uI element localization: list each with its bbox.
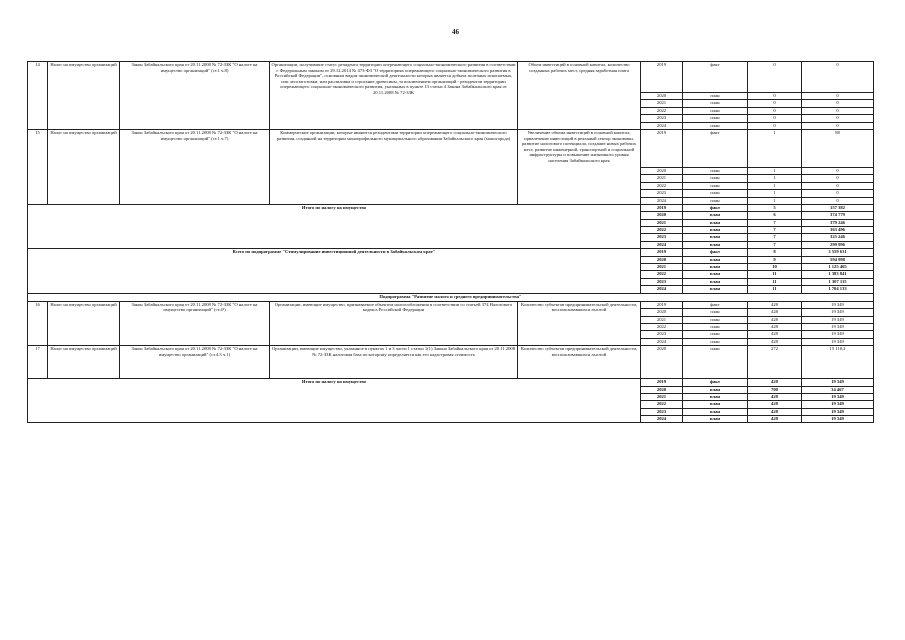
- amount-cell: 594 998: [802, 256, 874, 263]
- value-type-cell: план: [683, 107, 748, 114]
- value-type-cell: план: [683, 286, 748, 293]
- value-type-cell: план: [683, 316, 748, 323]
- value-type-cell: план: [683, 271, 748, 278]
- amount-cell: 157 382: [802, 204, 874, 211]
- value-type-cell: план: [683, 212, 748, 219]
- year-cell: 2021: [641, 393, 683, 400]
- row-number: 15: [28, 129, 48, 204]
- table-row: [28, 62, 874, 93]
- year-cell: 2020: [641, 309, 683, 316]
- year-cell: 2024: [641, 122, 683, 129]
- year-cell: 2023: [641, 408, 683, 415]
- row-number: 16: [28, 301, 48, 345]
- amount-cell: 0: [802, 122, 874, 129]
- count-cell: 0: [748, 115, 802, 122]
- year-cell: 2022: [641, 227, 683, 234]
- year-cell: 2019: [641, 129, 683, 167]
- year-cell: 2020: [641, 346, 683, 379]
- year-cell: 2023: [641, 115, 683, 122]
- table-row: [28, 379, 874, 386]
- year-cell: 2024: [641, 197, 683, 204]
- count-cell: 1: [748, 182, 802, 189]
- value-type-cell: план: [683, 227, 748, 234]
- year-cell: 2022: [641, 107, 683, 114]
- year-cell: 2019: [641, 204, 683, 211]
- year-cell: 2022: [641, 323, 683, 330]
- value-type-cell: план: [683, 93, 748, 100]
- legal-basis: Закон Забайкальского края от 20.11.2008 № 72-ЗЗК "О налоге на имущество организаций" (ст.1 ч.8): [120, 62, 270, 130]
- count-cell: 7: [748, 227, 802, 234]
- tax-type: Налог на имущество организаций: [48, 301, 120, 345]
- amount-cell: 19 349: [802, 301, 874, 308]
- count-cell: 0: [748, 100, 802, 107]
- amount-cell: 325 246: [802, 234, 874, 241]
- count-cell: 700: [748, 386, 802, 393]
- count-cell: 11: [748, 286, 802, 293]
- subprogram-heading: Подпрограмма "Развитие малого и среднего предпринимательства": [28, 293, 874, 301]
- amount-cell: 0: [802, 100, 874, 107]
- amount-cell: 3 559 631: [802, 249, 874, 256]
- benefit-recipients: Организации, имеющие имущество, указанное в пунктах 1 и 3 части 1 статьи 1(1) Закона Забайкальского края от 20.11.2008 № 72-ЗЗК налоговая база по которому определяется как его кадастровая стоимость: [270, 346, 518, 379]
- target-indicator: Количество субъектов предпринимательской деятельности, воспользовавшихся льготой: [518, 346, 641, 379]
- amount-cell: 1 307 115: [802, 278, 874, 285]
- table-row: [28, 301, 874, 308]
- count-cell: 9: [748, 256, 802, 263]
- value-type-cell: план: [683, 100, 748, 107]
- count-cell: 10: [748, 264, 802, 271]
- amount-cell: 19 349: [802, 316, 874, 323]
- value-type-cell: план: [683, 234, 748, 241]
- year-cell: 2021: [641, 316, 683, 323]
- total-label: Итого по налогу на имущество: [28, 204, 641, 248]
- legal-basis: Закон Забайкальского края от 20.11.2008 № 72-ЗЗК "О налоге на имущество организаций" (ст.4.3 ч.1): [120, 346, 270, 379]
- amount-cell: 1 704 133: [802, 286, 874, 293]
- count-cell: 428: [748, 309, 802, 316]
- value-type-cell: план: [683, 241, 748, 248]
- year-cell: 2020: [641, 93, 683, 100]
- table-row: [28, 293, 874, 301]
- amount-cell: 0: [802, 190, 874, 197]
- count-cell: 428: [748, 331, 802, 338]
- count-cell: 428: [748, 316, 802, 323]
- year-cell: 2019: [641, 62, 683, 93]
- value-type-cell: факт: [683, 249, 748, 256]
- value-type-cell: план: [683, 386, 748, 393]
- year-cell: 2020: [641, 256, 683, 263]
- amount-cell: 0: [802, 115, 874, 122]
- amount-cell: 0: [802, 197, 874, 204]
- total-label: Итого по налогу на имущество: [28, 379, 641, 423]
- value-type-cell: план: [683, 175, 748, 182]
- value-type-cell: план: [683, 416, 748, 423]
- count-cell: 11: [748, 271, 802, 278]
- count-cell: 428: [748, 408, 802, 415]
- row-number: 14: [28, 62, 48, 130]
- target-indicator: Увеличение объема инвестиций в основной капитал; привлечение инвестиций в реальный сектор экономики, развитие налогового потенциала, создание новых рабочих мест, развитие инженерной, транспортной и социальной инфраструктуры и повышение жизненного уровня населения Забайкальского края: [518, 129, 641, 204]
- year-cell: 2023: [641, 190, 683, 197]
- value-type-cell: план: [683, 393, 748, 400]
- amount-cell: 0: [802, 107, 874, 114]
- count-cell: 272: [748, 346, 802, 379]
- amount-cell: 374 779: [802, 212, 874, 219]
- table-row: [28, 204, 874, 211]
- count-cell: 0: [748, 93, 802, 100]
- amount-cell: 0: [802, 62, 874, 93]
- value-type-cell: план: [683, 338, 748, 345]
- amount-cell: 19 349: [802, 416, 874, 423]
- year-cell: 2021: [641, 175, 683, 182]
- count-cell: 7: [748, 219, 802, 226]
- year-cell: 2019: [641, 379, 683, 386]
- count-cell: 428: [748, 401, 802, 408]
- count-cell: 1: [748, 129, 802, 167]
- count-cell: 1: [748, 190, 802, 197]
- value-type-cell: факт: [683, 301, 748, 308]
- value-type-cell: факт: [683, 379, 748, 386]
- tax-benefits-table: [27, 61, 874, 423]
- year-cell: 2024: [641, 338, 683, 345]
- page-number: 46: [452, 28, 459, 36]
- benefit-recipients: Организации, имеющие имущество, признаваемое объектом налогообложения в соответствии со статьей 374 Налогового кодекса Российской Федерации: [270, 301, 518, 345]
- amount-cell: 363 496: [802, 227, 874, 234]
- year-cell: 2019: [641, 301, 683, 308]
- target-indicator: Количество субъектов предпринимательской деятельности, воспользовавшихся льготой: [518, 301, 641, 345]
- amount-cell: 299 996: [802, 241, 874, 248]
- value-type-cell: план: [683, 323, 748, 330]
- value-type-cell: план: [683, 197, 748, 204]
- year-cell: 2022: [641, 182, 683, 189]
- value-type-cell: план: [683, 401, 748, 408]
- year-cell: 2020: [641, 212, 683, 219]
- amount-cell: 0: [802, 175, 874, 182]
- amount-cell: 19 349: [802, 309, 874, 316]
- table-row: [28, 129, 874, 167]
- amount-cell: 19 349: [802, 331, 874, 338]
- value-type-cell: план: [683, 331, 748, 338]
- amount-cell: 0: [802, 182, 874, 189]
- value-type-cell: план: [683, 122, 748, 129]
- value-type-cell: план: [683, 278, 748, 285]
- count-cell: 428: [748, 393, 802, 400]
- year-cell: 2022: [641, 271, 683, 278]
- year-cell: 2024: [641, 286, 683, 293]
- count-cell: 8: [748, 249, 802, 256]
- row-number: 17: [28, 346, 48, 379]
- year-cell: 2021: [641, 219, 683, 226]
- value-type-cell: план: [683, 190, 748, 197]
- year-cell: 2021: [641, 100, 683, 107]
- count-cell: 428: [748, 338, 802, 345]
- value-type-cell: план: [683, 346, 748, 379]
- count-cell: 1: [748, 175, 802, 182]
- amount-cell: 15 118,2: [802, 346, 874, 379]
- value-type-cell: план: [683, 219, 748, 226]
- year-cell: 2023: [641, 234, 683, 241]
- year-cell: 2023: [641, 278, 683, 285]
- amount-cell: 0: [802, 167, 874, 174]
- benefit-recipients: Организации, получившие статус резидента территории опережающего социально-экономического развития в соответствии с Федеральным законом от 29.12.2014 № 473-ФЗ "О территориях опережающего социально-экономического развития в Российской Федерации", основным видом экономической деятельности которых является добыча полезных ископаемых, или лесозаготовки, или распиловка и строгание древесины, за исключением организаций - резидентов территории опережающего социально-экономического развития, указанных в пункте 13 статьи 4 Закона Забайкальского края от 20.11.2008 № 72-ЗЗК: [270, 62, 518, 130]
- count-cell: 1: [748, 167, 802, 174]
- table-body: [28, 62, 874, 423]
- count-cell: 428: [748, 323, 802, 330]
- year-cell: 2021: [641, 264, 683, 271]
- amount-cell: 19 349: [802, 338, 874, 345]
- year-cell: 2019: [641, 249, 683, 256]
- value-type-cell: план: [683, 182, 748, 189]
- year-cell: 2022: [641, 401, 683, 408]
- count-cell: 6: [748, 212, 802, 219]
- year-cell: 2023: [641, 331, 683, 338]
- value-type-cell: план: [683, 408, 748, 415]
- count-cell: 428: [748, 379, 802, 386]
- year-cell: 2024: [641, 416, 683, 423]
- amount-cell: 379 246: [802, 219, 874, 226]
- value-type-cell: план: [683, 115, 748, 122]
- legal-basis: Закон Забайкальского края от 20.11.2008 № 72-ЗЗК "О налоге на имущество организаций" (ст.1 ч.7): [120, 129, 270, 204]
- value-type-cell: факт: [683, 129, 748, 167]
- amount-cell: 88: [802, 129, 874, 167]
- table-row: [28, 346, 874, 379]
- amount-cell: 1 125 465: [802, 264, 874, 271]
- benefit-recipients: Коммерческие организации, которые являются резидентами территории опережающего социально-экономического развития, созданной на территории монопрофильного муниципального образования Забайкальского края (моногорода): [270, 129, 518, 204]
- amount-cell: 19 349: [802, 408, 874, 415]
- count-cell: 1: [748, 197, 802, 204]
- year-cell: 2020: [641, 386, 683, 393]
- amount-cell: 34 467: [802, 386, 874, 393]
- count-cell: 7: [748, 234, 802, 241]
- tax-type: Налог на имущество организаций: [48, 62, 120, 130]
- value-type-cell: план: [683, 256, 748, 263]
- tax-type: Налог на имущество организаций: [48, 129, 120, 204]
- amount-cell: 0: [802, 93, 874, 100]
- value-type-cell: факт: [683, 62, 748, 93]
- count-cell: 0: [748, 62, 802, 93]
- amount-cell: 19 349: [802, 401, 874, 408]
- year-cell: 2020: [641, 167, 683, 174]
- amount-cell: 19 349: [802, 379, 874, 386]
- value-type-cell: план: [683, 167, 748, 174]
- total-label: Всего по подпрограмме "Стимулирование инвестиционной деятельности в Забайкальском крае": [28, 249, 641, 293]
- amount-cell: 19 349: [802, 323, 874, 330]
- table-row: [28, 249, 874, 256]
- year-cell: 2024: [641, 241, 683, 248]
- amount-cell: 1 383 841: [802, 271, 874, 278]
- count-cell: 7: [748, 241, 802, 248]
- legal-basis: Закон Забайкальского края от 20.11.2008 № 72-ЗЗК "О налоге на имущество организаций" (ст.4¹): [120, 301, 270, 345]
- amount-cell: 19 349: [802, 393, 874, 400]
- value-type-cell: план: [683, 264, 748, 271]
- tax-type: Налог на имущество организаций: [48, 346, 120, 379]
- count-cell: 0: [748, 122, 802, 129]
- count-cell: 11: [748, 278, 802, 285]
- target-indicator: Объем инвестиций в основной капитал, количество созданных рабочих мест, средняя заработная плата: [518, 62, 641, 130]
- count-cell: 428: [748, 301, 802, 308]
- value-type-cell: факт: [683, 204, 748, 211]
- count-cell: 5: [748, 204, 802, 211]
- value-type-cell: план: [683, 309, 748, 316]
- count-cell: 0: [748, 107, 802, 114]
- count-cell: 428: [748, 416, 802, 423]
